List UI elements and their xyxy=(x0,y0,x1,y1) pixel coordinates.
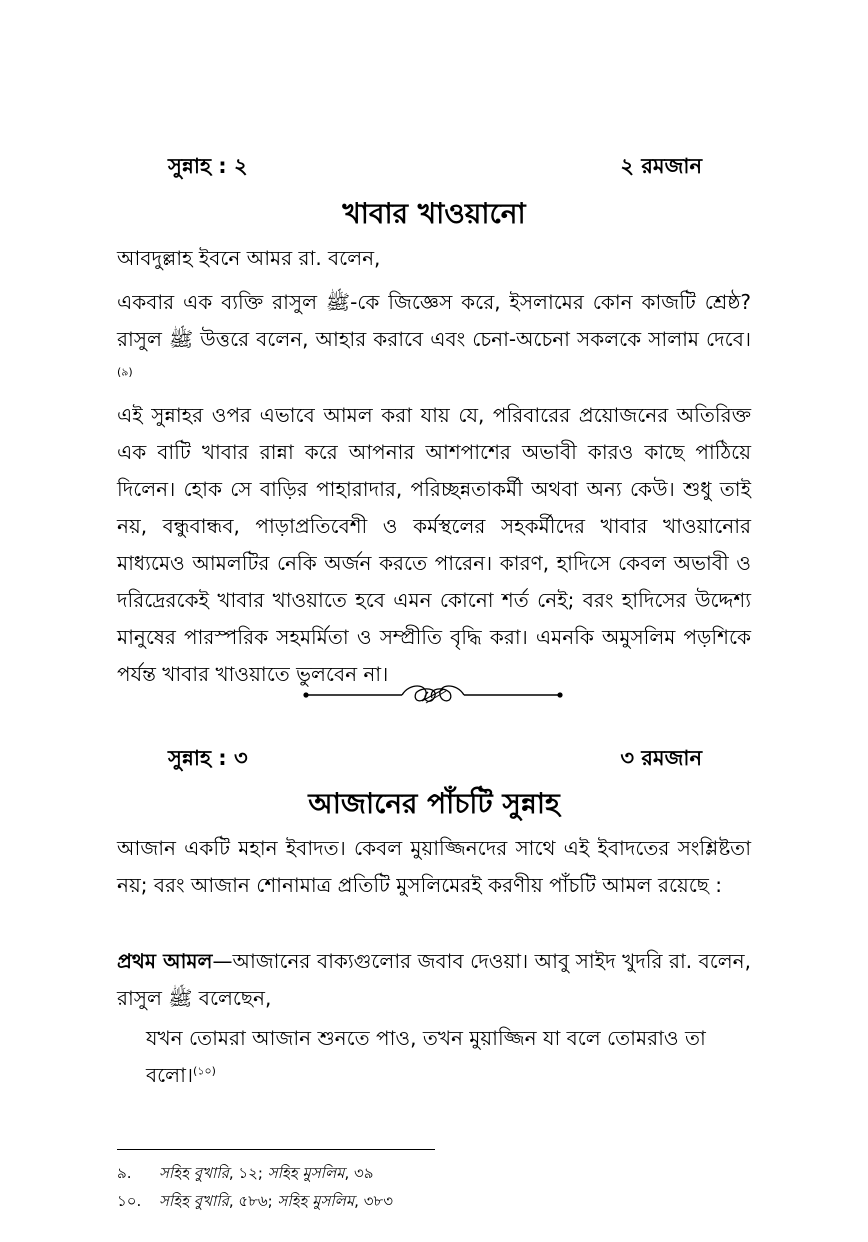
hadith-quote xyxy=(146,1020,746,1094)
source-ref: , ৩৯ xyxy=(344,1164,374,1182)
first-amal-paragraph xyxy=(117,943,751,1017)
footnote-ref: (৯) xyxy=(117,365,133,379)
footnote-number: ৯. xyxy=(117,1164,132,1182)
hadith-text xyxy=(117,284,751,395)
explanation-paragraph: এই সুন্নাহর ওপর এভাবে আমল করা যায় যে, পরিবারের প্রয়োজনের অতিরিক্ত এক বাটি খাবার রান্না করে আপনার আশপাশের অভাবী কারও কাছে পাঠিয়ে দিলেন। হোক সে বাড়ির পাহারাদার, পরিচ্ছন্নতাকর্মী অথবা অন্য কেউ। শুধু তাই নয়, বন্ধুবান্ধব, পাড়াপ্রতিবেশী ও কর্মস্থলের সহকর্মীদের খাবার খাওয়ানোর মাধ্যমেও আমলটির নেকি অর্জন করতে পারেন। কারণ, হাদিসে কেবল অভাবী ও দরিদ্রেরকেই খাবার খাওয়াতে হবে এমন কোনো শর্ত নেই; বরং হাদিসের উদ্দেশ্য মানুষের পারস্পরিক সহমর্মিতা ও সম্প্রীতি বৃদ্ধি করা। এমনকি অমুসলিম পড়শিকে পর্যন্ত খাবার খাওয়াতে ভুলবেন না। xyxy=(117,403,751,686)
section-title-1: খাবার খাওয়ানো xyxy=(342,197,526,230)
section-header-1 xyxy=(168,150,702,185)
footnote-text xyxy=(159,1163,373,1183)
source-ref: , ৫৮৬; xyxy=(228,1192,278,1210)
source-name: সহিহ বুখারি xyxy=(159,1164,229,1182)
ramadan-day-label: ২ রমজান xyxy=(620,154,702,178)
source-ref: , ১২; xyxy=(228,1164,268,1182)
footnote-divider xyxy=(117,1149,435,1150)
footnote-10 xyxy=(117,1191,393,1211)
footnote-number: ১০. xyxy=(117,1192,142,1210)
quote-body: যখন তোমরা আজান শুনতে পাও, তখন মুয়াজ্জিন যা বলে তোমরাও তা বলো। xyxy=(146,1026,706,1087)
footnote-9 xyxy=(117,1163,373,1183)
sunnah-number-label: সুন্নাহ : ৩ xyxy=(168,746,248,770)
section-title-2: আজানের পাঁচটি সুন্নাহ xyxy=(308,787,560,820)
footnote-ref: (১০) xyxy=(193,1064,216,1078)
section-header-2 xyxy=(168,742,702,777)
source-ref: , ৩৮৩ xyxy=(354,1192,393,1210)
first-amal-text: —আজানের বাক্যগুলোর জবাব দেওয়া। আবু সাইদ খুদরি রা. বলেন, রাসুল ﷺ বলেছেন, xyxy=(117,949,751,1010)
source-name: সহিহ বুখারি xyxy=(159,1192,229,1210)
source-name: সহিহ মুসলিম xyxy=(267,1164,345,1182)
source-name: সহিহ মুসলিম xyxy=(277,1192,355,1210)
hadith-body: একবার এক ব্যক্তি রাসুল ﷺ-কে জিজ্ঞেস করে, ইসলামের কোন কাজটি শ্রেষ্ঠ? রাসুল ﷺ উত্তরে বলেন, আহার করাবে এবং চেনা-অচেনা সকলকে সালাম দেবে। xyxy=(117,290,752,351)
ornament-divider-icon xyxy=(300,678,566,712)
azan-intro-paragraph: আজান একটি মহান ইবাদত। কেবল মুয়াজ্জিনদের সাথে এই ইবাদতের সংশ্লিষ্টতা নয়; বরং আজান শোনামাত্র প্রতিটি মুসলিমেরই করণীয় পাঁচটি আমল রয়েছে : xyxy=(117,836,751,897)
first-amal-label: প্রথম আমল xyxy=(117,949,213,973)
sunnah-number-label: সুন্নাহ : ২ xyxy=(168,154,248,178)
ramadan-day-label: ৩ রমজান xyxy=(620,746,702,770)
footnote-text xyxy=(159,1191,393,1211)
narrator-intro: আবদুল্লাহ ইবনে আমর রা. বলেন, xyxy=(117,246,381,270)
